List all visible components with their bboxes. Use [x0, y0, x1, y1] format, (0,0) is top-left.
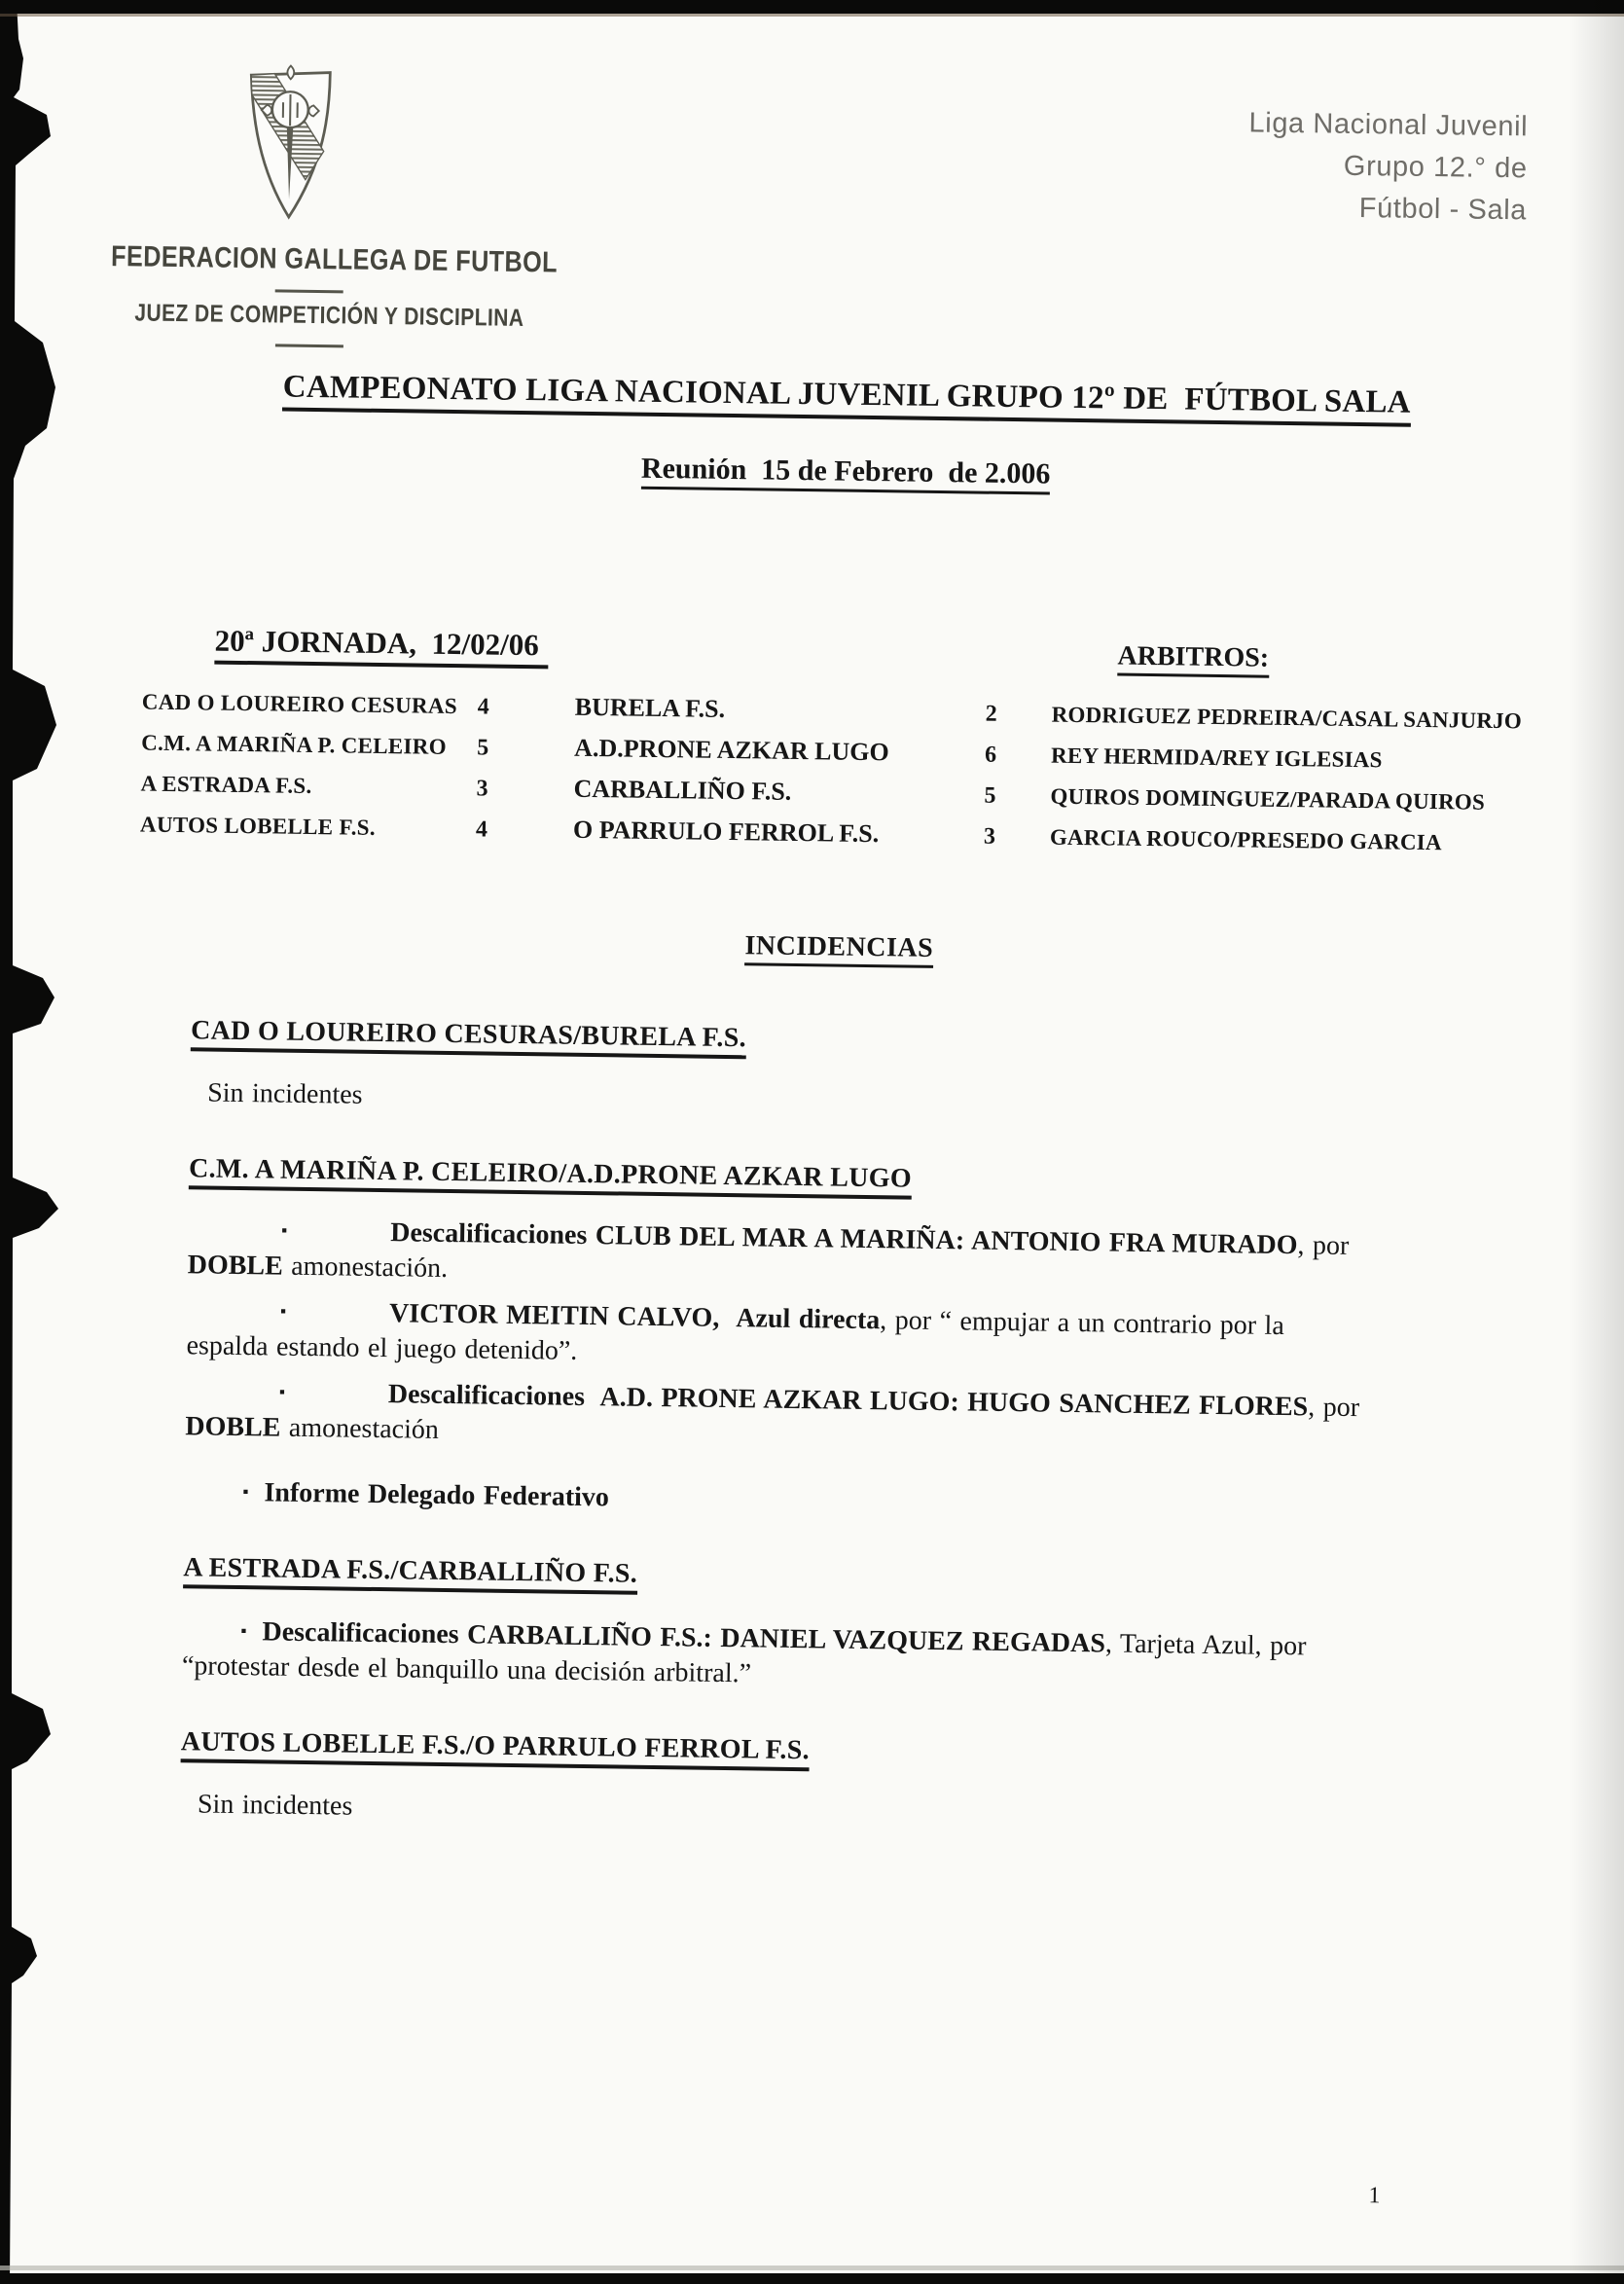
- match-results: [140, 687, 1582, 871]
- incident-paragraph: [184, 1473, 1449, 1527]
- incident-section: [190, 1015, 1456, 1128]
- match-section-heading-text: CAD O LOUREIRO CESURAS/BURELA F.S.: [191, 1015, 746, 1059]
- match-result-row: [141, 728, 1581, 778]
- match-section-heading: [189, 1153, 1454, 1202]
- home-score: 4: [477, 694, 489, 720]
- text-segment: amonestación.: [282, 1251, 449, 1284]
- incident-section: [182, 1552, 1449, 1701]
- incident-paragraph: [198, 1787, 1445, 1839]
- home-team-name: C.M. A MARIÑA P. CELEIRO: [141, 730, 448, 759]
- org-rule: [275, 344, 343, 347]
- referees-heading-text: ARBITROS:: [1117, 641, 1269, 678]
- away-score: 5: [984, 782, 996, 809]
- bullet-square-icon: ▪: [281, 1220, 288, 1240]
- referee-pair: RODRIGUEZ PEDREIRA/CASAL SANJURJO: [1051, 702, 1523, 734]
- away-score: 2: [985, 701, 997, 727]
- incident-paragraph: [182, 1613, 1448, 1701]
- federation-crest-logo: [244, 61, 336, 226]
- match-section-heading: [181, 1726, 1446, 1775]
- text-segment: DOBLE: [187, 1250, 283, 1282]
- text-segment: Descalificaciones CLUB DEL MAR A MARIÑA: ANTONIO FRA MURADO: [390, 1217, 1298, 1261]
- home-score: 5: [476, 735, 489, 761]
- incident-section: [184, 1153, 1454, 1527]
- bullet-square-icon: ▪: [279, 1301, 287, 1321]
- text-segment: Azul directa: [736, 1303, 881, 1336]
- home-team-name: A ESTRADA F.S.: [140, 771, 312, 798]
- text-segment: espalda estando el juego detenido”.: [186, 1330, 578, 1366]
- match-section-heading-text: A ESTRADA F.S./CARBALLIÑO F.S.: [183, 1552, 637, 1595]
- text-segment: Sin incidentes: [197, 1789, 353, 1822]
- bullet-square-icon: ▪: [242, 1482, 249, 1502]
- league-line: Grupo 12.° de: [1343, 150, 1528, 185]
- match-section-heading: [183, 1552, 1448, 1601]
- text-segment: Informe Delegado Federativo: [264, 1477, 610, 1513]
- text-segment: VICTOR MEITIN CALVO,: [388, 1298, 720, 1333]
- match-section-heading-text: AUTOS LOBELLE F.S./O PARRULO FERROL F.S.: [181, 1726, 811, 1771]
- incident-sections: [180, 1014, 1457, 1849]
- page-number: 1: [1368, 2183, 1381, 2209]
- jornada-heading: [214, 624, 549, 664]
- jornada-heading-text: 20ª JORNADA, 12/02/06: [214, 624, 549, 670]
- match-result-row: [140, 810, 1580, 859]
- org-department: JUEZ DE COMPETICIÓN Y DISCIPLINA: [134, 299, 524, 332]
- text-segment: amonestación: [280, 1412, 440, 1445]
- home-score: 4: [475, 816, 488, 843]
- league-line: Liga Nacional Juvenil: [1248, 107, 1529, 143]
- incident-paragraph: [187, 1212, 1453, 1300]
- match-section-heading-text: C.M. A MARIÑA P. CELEIRO/A.D.PRONE AZKAR LUGO: [189, 1153, 912, 1199]
- away-score: 6: [984, 742, 997, 768]
- incident-paragraph: [185, 1373, 1451, 1462]
- bullet-square-icon: ▪: [278, 1382, 286, 1401]
- away-team-name: O PARRULO FERROL F.S.: [572, 815, 880, 849]
- meeting-date-line: [169, 446, 1522, 497]
- text-segment: Sin incidentes: [206, 1077, 363, 1110]
- text-segment: , por “ empujar a un contrario por la: [880, 1305, 1284, 1342]
- incidents-heading-text: INCIDENCIAS: [744, 930, 933, 968]
- referee-pair: QUIROS DOMINGUEZ/PARADA QUIROS: [1050, 783, 1486, 815]
- home-score: 3: [476, 776, 488, 802]
- league-line: Fútbol - Sala: [1358, 192, 1528, 227]
- league-label: [1073, 100, 1529, 232]
- away-team-name: CARBALLIÑO F.S.: [573, 774, 792, 806]
- incident-paragraph: [186, 1292, 1452, 1381]
- text-segment: [719, 1303, 736, 1333]
- text-segment: DOBLE: [185, 1411, 281, 1443]
- home-team-name: AUTOS LOBELLE F.S.: [139, 812, 377, 840]
- text-segment: Descalificaciones CARBALLIÑO F.S.: DANIEL VAZQUEZ REGADAS: [262, 1616, 1106, 1659]
- bullet-square-icon: ▪: [240, 1621, 247, 1641]
- away-team-name: A.D.PRONE AZKAR LUGO: [573, 733, 889, 767]
- home-team-name: CAD O LOUREIRO CESURAS: [141, 689, 458, 719]
- referee-pair: GARCIA ROUCO/PRESEDO GARCIA: [1049, 824, 1442, 855]
- document-title-text: CAMPEONATO LIGA NACIONAL JUVENIL GRUPO 12º DE FÚTBOL SALA: [282, 370, 1411, 427]
- match-result-row: [140, 769, 1580, 818]
- referees-heading: [1117, 641, 1269, 674]
- incident-section: [180, 1726, 1446, 1839]
- away-score: 3: [983, 823, 996, 850]
- away-team-name: BURELA F.S.: [574, 692, 726, 723]
- meeting-date-text: Reunión 15 de Febrero de 2.006: [641, 453, 1051, 495]
- match-section-heading: [191, 1015, 1456, 1064]
- org-name: FEDERACION GALLEGA DE FUTBOL: [110, 240, 559, 279]
- text-segment: Descalificaciones A.D. PRONE AZKAR LUGO: HUGO SANCHEZ FLORES: [387, 1379, 1309, 1423]
- document-title: [170, 368, 1523, 422]
- org-rule: [275, 289, 343, 293]
- match-result-row: [142, 687, 1582, 737]
- incident-paragraph: [207, 1076, 1455, 1129]
- text-segment: , por: [1297, 1230, 1350, 1261]
- text-segment: “protestar desde el banquillo una decisión arbitral.”: [181, 1650, 752, 1689]
- referee-pair: REY HERMIDA/REY IGLESIAS: [1050, 743, 1383, 773]
- text-segment: , por: [1307, 1392, 1360, 1424]
- incidents-heading: [162, 923, 1515, 972]
- text-segment: , Tarjeta Azul, por: [1104, 1628, 1307, 1662]
